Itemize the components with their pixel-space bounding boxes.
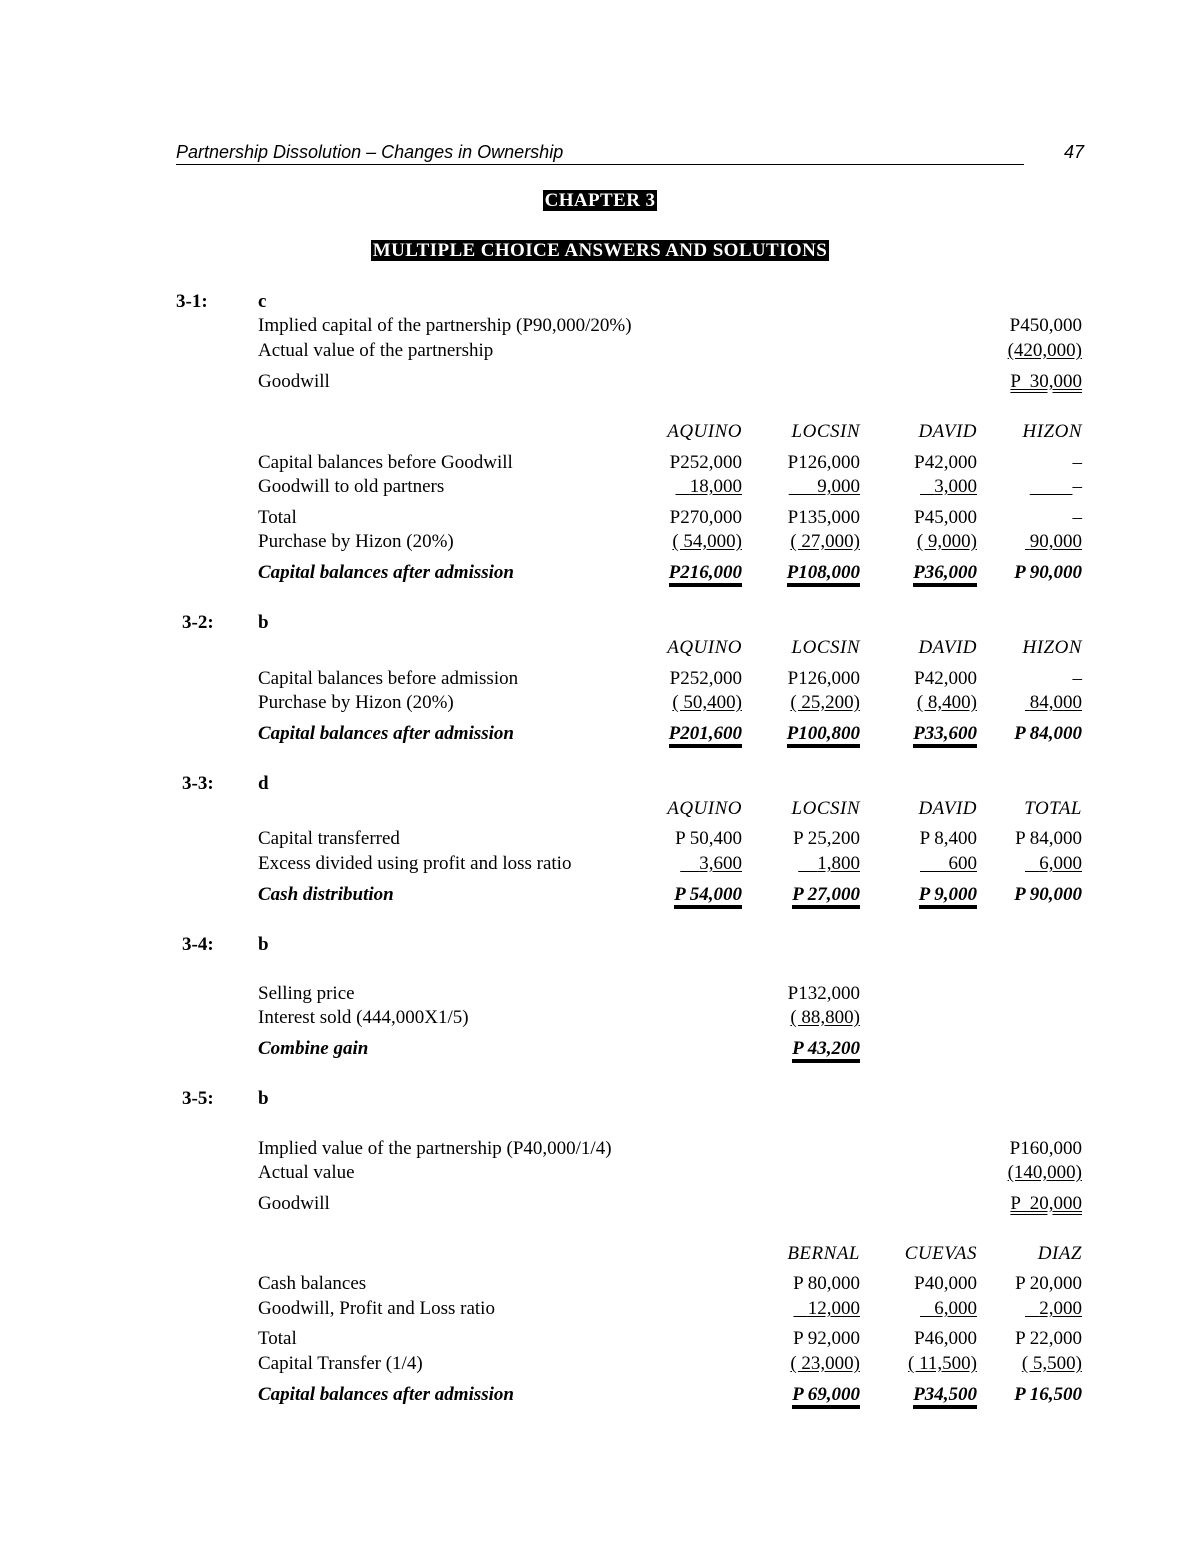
answer-letter: d [258,773,269,794]
total-cell: P33,600 [913,723,977,745]
row-label: Capital balances before Goodwill [258,452,513,473]
row-label: Goodwill, Profit and Loss ratio [258,1298,495,1319]
cell: P 50,400 [675,828,742,849]
cell: ( 88,800) [790,1007,860,1028]
cell: P40,000 [914,1273,977,1294]
total-cell: P 84,000 [1014,723,1082,744]
row-label: Capital transferred [258,828,400,849]
row-label: Total [258,507,297,528]
cell: – [1072,452,1082,473]
total-cell: P216,000 [669,562,742,584]
cell: P126,000 [787,668,860,689]
question-label: 3-5: [182,1088,214,1109]
goodwill-label: Goodwill [258,371,330,392]
cell: P 20,000 [1015,1273,1082,1294]
actual-value-label: Actual value [258,1162,355,1183]
column-header: AQUINO [667,637,742,658]
row-label: Total [258,1328,297,1349]
implied-capital-label: Implied capital of the partnership (P90,000/20%) [258,315,632,336]
cell: – [1072,668,1082,689]
cell: P42,000 [914,668,977,689]
running-title: Partnership Dissolution – Changes in Ownership [176,142,1024,165]
column-header: HIZON [1022,421,1082,442]
cell: 18,000 [689,476,742,497]
cell: P 84,000 [1015,828,1082,849]
cell: 1,800 [817,853,860,874]
cell: 600 [948,853,977,874]
answer-letter: b [258,612,269,633]
cell: ( 54,000) [672,531,742,552]
implied-value-label: Implied value of the partnership (P40,000/1/4) [258,1138,612,1159]
question-label: 3-1: [176,291,208,312]
row-label: Selling price [258,983,355,1004]
column-header: DAVID [918,637,977,658]
total-cell: P100,800 [787,723,860,745]
total-cell: P108,000 [787,562,860,584]
total-cell: P 90,000 [1014,884,1082,905]
row-label: Interest sold (444,000X1/5) [258,1007,469,1028]
cell: P 22,000 [1015,1328,1082,1349]
question-label: 3-4: [182,934,214,955]
cell: 6,000 [1039,853,1082,874]
column-header: LOCSIN [791,637,860,658]
cell: P 25,200 [793,828,860,849]
answer-letter: b [258,1088,269,1109]
cell: P252,000 [669,668,742,689]
cell: P 80,000 [793,1273,860,1294]
row-label-total: Combine gain [258,1038,369,1059]
row-label: Purchase by Hizon (20%) [258,692,454,713]
cell: P42,000 [914,452,977,473]
total-cell: P 27,000 [792,884,860,906]
cell: ( 25,200) [790,692,860,713]
cell: – [1072,476,1082,497]
actual-value-value: (140,000) [1007,1162,1082,1183]
row-label: Goodwill to old partners [258,476,445,497]
cell: 2,000 [1039,1298,1082,1319]
cell: ( 11,500) [908,1353,977,1374]
row-label: Capital balances before admission [258,668,519,689]
column-header: DAVID [918,421,977,442]
cell: P45,000 [914,507,977,528]
total-cell: P 43,200 [792,1038,860,1060]
cell: ( 50,400) [672,692,742,713]
row-label-total: Capital balances after admission [258,562,514,583]
cell: P270,000 [669,507,742,528]
row-label-total: Cash distribution [258,884,394,905]
cell: 12,000 [807,1298,860,1319]
row-label: Cash balances [258,1273,367,1294]
question-label: 3-2: [182,612,214,633]
chapter-title: CHAPTER 3 [544,190,656,211]
row-label-total: Capital balances after admission [258,723,514,744]
column-header: CUEVAS [904,1243,977,1264]
actual-value-label: Actual value of the partnership [258,340,494,361]
chapter-banner [0,190,1200,212]
cell: P 92,000 [793,1328,860,1349]
total-cell: P 9,000 [919,884,977,906]
cell: – [1072,507,1082,528]
cell: 6,000 [934,1298,977,1319]
actual-value-value: (420,000) [1007,340,1082,361]
cell: 3,600 [699,853,742,874]
total-cell: P34,500 [913,1384,977,1406]
total-cell: P 16,500 [1014,1384,1082,1405]
total-cell: P 54,000 [674,884,742,906]
cell: P46,000 [914,1328,977,1349]
implied-capital-value: P450,000 [1009,315,1082,336]
answer-letter: b [258,934,269,955]
column-header: DIAZ [1037,1243,1082,1264]
cell: 90,000 [1029,531,1082,552]
cell: P 8,400 [919,828,977,849]
column-header: HIZON [1022,637,1082,658]
total-cell: P 90,000 [1014,562,1082,583]
cell: P132,000 [787,983,860,1004]
cell: 9,000 [817,476,860,497]
row-label: Capital Transfer (1/4) [258,1353,423,1374]
row-label: Purchase by Hizon (20%) [258,531,454,552]
page-number: 47 [1063,142,1084,162]
section-title: MULTIPLE CHOICE ANSWERS AND SOLUTIONS [372,240,828,261]
cell: P135,000 [787,507,860,528]
column-header: AQUINO [667,798,742,819]
section-banner [0,240,1200,262]
cell: ( 23,000) [790,1353,860,1374]
cell: P126,000 [787,452,860,473]
column-header: AQUINO [667,421,742,442]
row-label-total: Capital balances after admission [258,1384,514,1405]
cell: 3,000 [934,476,977,497]
column-header: LOCSIN [791,798,860,819]
total-cell: P201,600 [669,723,742,745]
column-header: DAVID [918,798,977,819]
cell: ( 27,000) [790,531,860,552]
goodwill-value: P 20,000 [1010,1193,1082,1214]
cell: 84,000 [1029,692,1082,713]
goodwill-label: Goodwill [258,1193,330,1214]
answer-letter: c [258,291,267,312]
cell: ( 8,400) [916,692,977,713]
question-label: 3-3: [182,773,214,794]
total-cell: P36,000 [913,562,977,584]
implied-value-value: P160,000 [1009,1138,1082,1159]
cell: ( 9,000) [916,531,977,552]
cell: P252,000 [669,452,742,473]
row-label: Excess divided using profit and loss ratio [258,853,572,874]
goodwill-value: P 30,000 [1010,371,1082,392]
column-header: LOCSIN [791,421,860,442]
cell: ( 5,500) [1021,1353,1082,1374]
total-cell: P 69,000 [792,1384,860,1406]
column-header: BERNAL [787,1243,860,1264]
column-header: TOTAL [1024,798,1082,819]
